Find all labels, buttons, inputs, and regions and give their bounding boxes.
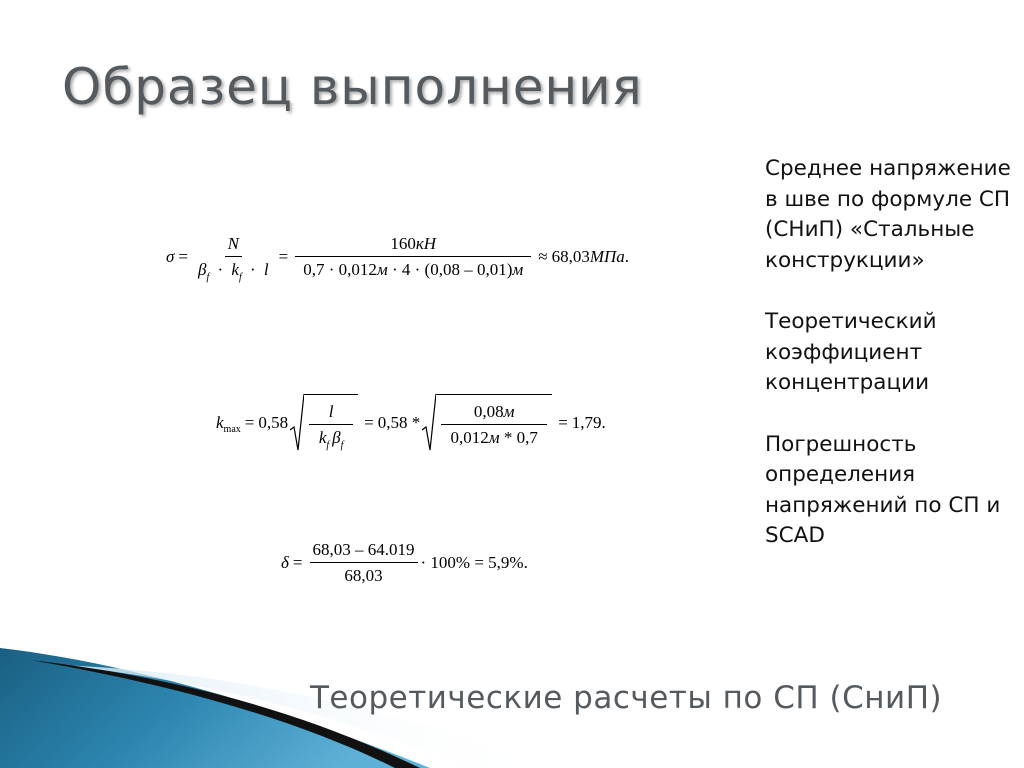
delta-symbol: δ [281,553,289,572]
fraction-l-over-kbeta [309,401,353,451]
radical-sign [290,394,304,452]
denominator-part: 0,7 · 0,012 [303,260,377,279]
formula-kmax [216,394,606,452]
result-unit: МПа [589,247,625,266]
dot-operator: · [249,260,256,279]
sigma-symbol: σ [166,247,175,266]
subscript-max: max [223,423,241,435]
unit: м [488,427,500,447]
denominator-value: 0,012 [450,427,489,447]
unit: м [512,260,524,279]
notes-column [765,154,1015,583]
fraction-numerator [295,234,531,257]
period: . [624,247,630,266]
k-symbol: k [216,413,224,432]
fraction-denominator [448,425,541,448]
denominator-part: * 0,7 [499,427,538,447]
radicand [304,394,358,452]
equals-sign: = [292,553,303,572]
fraction-numerator: 68,03 – 64.019 [310,540,418,563]
fraction-denominator: 68,03 [344,566,383,585]
fraction-denominator [300,257,526,280]
formula-sigma [166,234,630,283]
note-average-stress: Среднее напряжение в шве по формуле СП (СНиП) «Стальные конструкции» [765,156,1011,273]
numerator-value: 0,08 [473,401,504,421]
dot-operator: · [217,260,224,279]
slide-title: Образец выполнения [62,58,643,116]
sqrt-symbolic [290,394,358,452]
note-concentration-factor: Теоретический коэффициент концентрации [765,309,937,395]
slide-footer: Теоретические расчеты по СП (СниП) [310,680,943,716]
fraction-numerator: l [309,402,353,425]
beta-symbol: β [197,260,207,279]
k-symbol: k [318,427,327,447]
equals-sign: = [178,247,188,266]
formula-delta [281,540,528,586]
result-value: 1,79. [571,413,606,432]
approx-sign: ≈ [538,247,548,266]
coefficient: 0,58 [258,413,289,432]
result-value: 68,03 [551,247,590,266]
sqrt-numeric [422,394,552,452]
fraction-numeric [295,234,531,280]
fraction-numeric [441,402,547,448]
equals-sign: = [244,413,255,432]
subscript: f [340,439,344,451]
equals-sign: = [278,247,289,266]
fraction-denominator [316,425,347,451]
fraction-numerator [441,402,547,425]
fraction-denominator [195,257,272,283]
note-error: Погрешность определения напряжений по СП и SCAD [765,431,1001,548]
unit: м [503,401,515,421]
denominator-part: · 4 · (0,08 – 0,01) [387,260,513,279]
equals-sign: = [364,413,374,432]
fraction-difference [310,540,418,586]
result-expression: · 100% = 5,9%. [420,553,528,572]
beta-symbol: β [332,427,341,447]
k-symbol: k [231,260,239,279]
unit: кН [415,234,437,253]
numerator-value: 160 [390,234,416,253]
subscript: f [326,439,330,451]
unit: м [376,260,388,279]
subscript: f [238,272,242,283]
fraction-numerator: N [225,234,242,257]
coefficient: 0,58 * [377,413,421,432]
equals-sign: = [558,413,568,432]
radical-sign [422,394,436,452]
subscript: f [206,272,210,283]
l-symbol: l [263,260,269,279]
fraction-n-over-beta [195,234,272,283]
radicand [436,394,552,452]
